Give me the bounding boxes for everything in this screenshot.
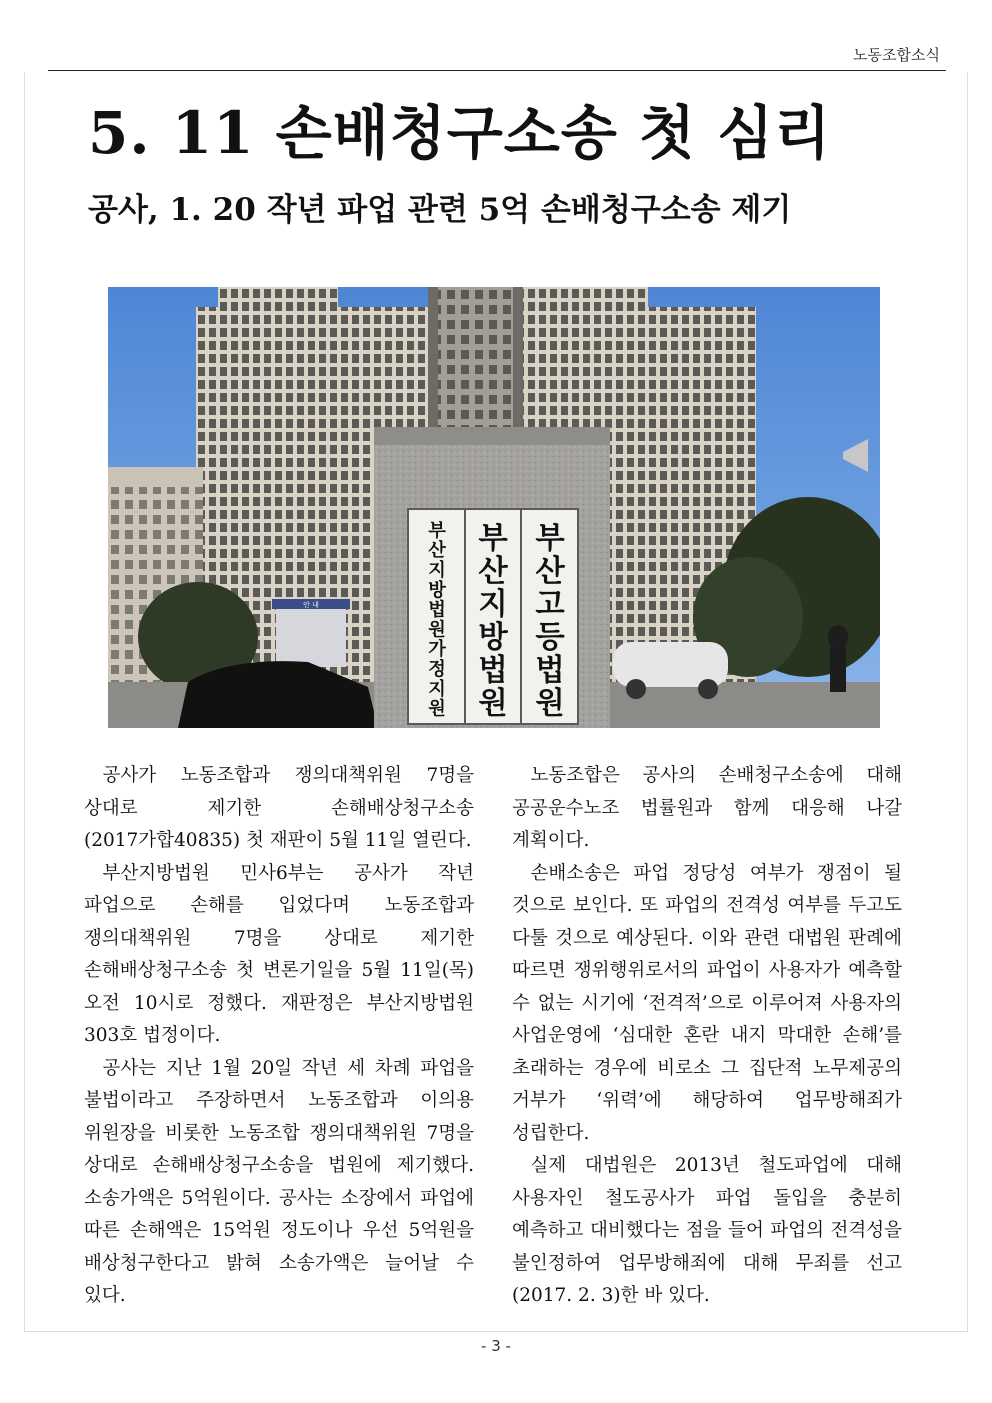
sign-family-branch: 부 산 지 방 법 원 가 정 지 원 bbox=[428, 520, 446, 720]
article-body bbox=[84, 760, 902, 1313]
page-number: - 3 - bbox=[481, 1337, 511, 1355]
article-headline: 5. 11 손배청구소송 첫 심리 bbox=[88, 99, 832, 167]
paragraph: 실제 대법원은 2013년 철도파업에 대해 사용자인 철도공사가 파업 돌입을 충분히 예측하고 대비했다는 점을 들어 파업의 전격성을 불인정하여 업무방해죄에 대해 무죄를 선고(2017. 2. 3)한 바 있다. bbox=[512, 1155, 902, 1306]
paragraph: 공사는 지난 1월 20일 작년 세 차례 파업을 불법이라고 주장하면서 노동조합과 이의용 위원장을 비롯한 노동조합 쟁의대책위원 7명을 상대로 손해배상청구소송을 법원에 제기했다. 소송가액은 5억원이다. 공사는 소장에서 파업에 따른 손해액은 15억원 정도이나 우선 5억원을 배상청구한다고 밝혀 소송가액은 늘어날 수 있다. bbox=[84, 1057, 474, 1306]
paragraph: 공사가 노동조합과 쟁의대책위원 7명을 상대로 제기한 손해배상청구소송(2017가합40835) 첫 재판이 5월 11일 열린다. bbox=[84, 765, 474, 851]
booth-sign: 안 내 bbox=[303, 601, 319, 609]
sign-district-court: 부 산 지 방 법 원 bbox=[478, 521, 508, 722]
paragraph: 손배소송은 파업 정당성 여부가 쟁점이 될 것으로 보인다. 또 파업의 전격성 여부를 두고도 다툴 것으로 예상된다. 이와 관련 대법원 판례에 따르면 쟁위행위로서의 파업이 사용자가 예측할 수 없는 시기에 ‘전격적’으로 이루어져 사용자의 사업운영에 ‘심대한 혼란 내지 막대한 손해’를 초래하는 경우에 비로소 그 집단적 노무제공의 거부가 ‘위력’에 해당하여 업무방해죄가 성립한다. bbox=[512, 862, 902, 1144]
court-building-photo bbox=[108, 287, 880, 728]
paragraph: 노동조합은 공사의 손배청구소송에 대해 공공운수노조 법률원과 함께 대응해 나갈 계획이다. bbox=[512, 765, 902, 851]
right-column bbox=[512, 760, 902, 1313]
sign-high-court: 부 산 고 등 법 원 bbox=[535, 521, 565, 722]
left-column bbox=[84, 760, 474, 1313]
paragraph: 부산지방법원 민사6부는 공사가 작년 파업으로 손해를 입었다며 노동조합과 쟁의대책위원 7명을 상대로 제기한 손해배상청구소송 첫 변론기일을 5월 11일(목) 오전 10시로 정했다. 재판정은 부산지방법원 303호 법정이다. bbox=[84, 862, 474, 1046]
section-label: 노동조합소식 bbox=[853, 46, 940, 64]
header-divider bbox=[48, 70, 946, 71]
article-subheadline: 공사, 1. 20 작년 파업 관련 5억 손배청구소송 제기 bbox=[88, 192, 792, 228]
court-building-illustration bbox=[108, 287, 880, 728]
